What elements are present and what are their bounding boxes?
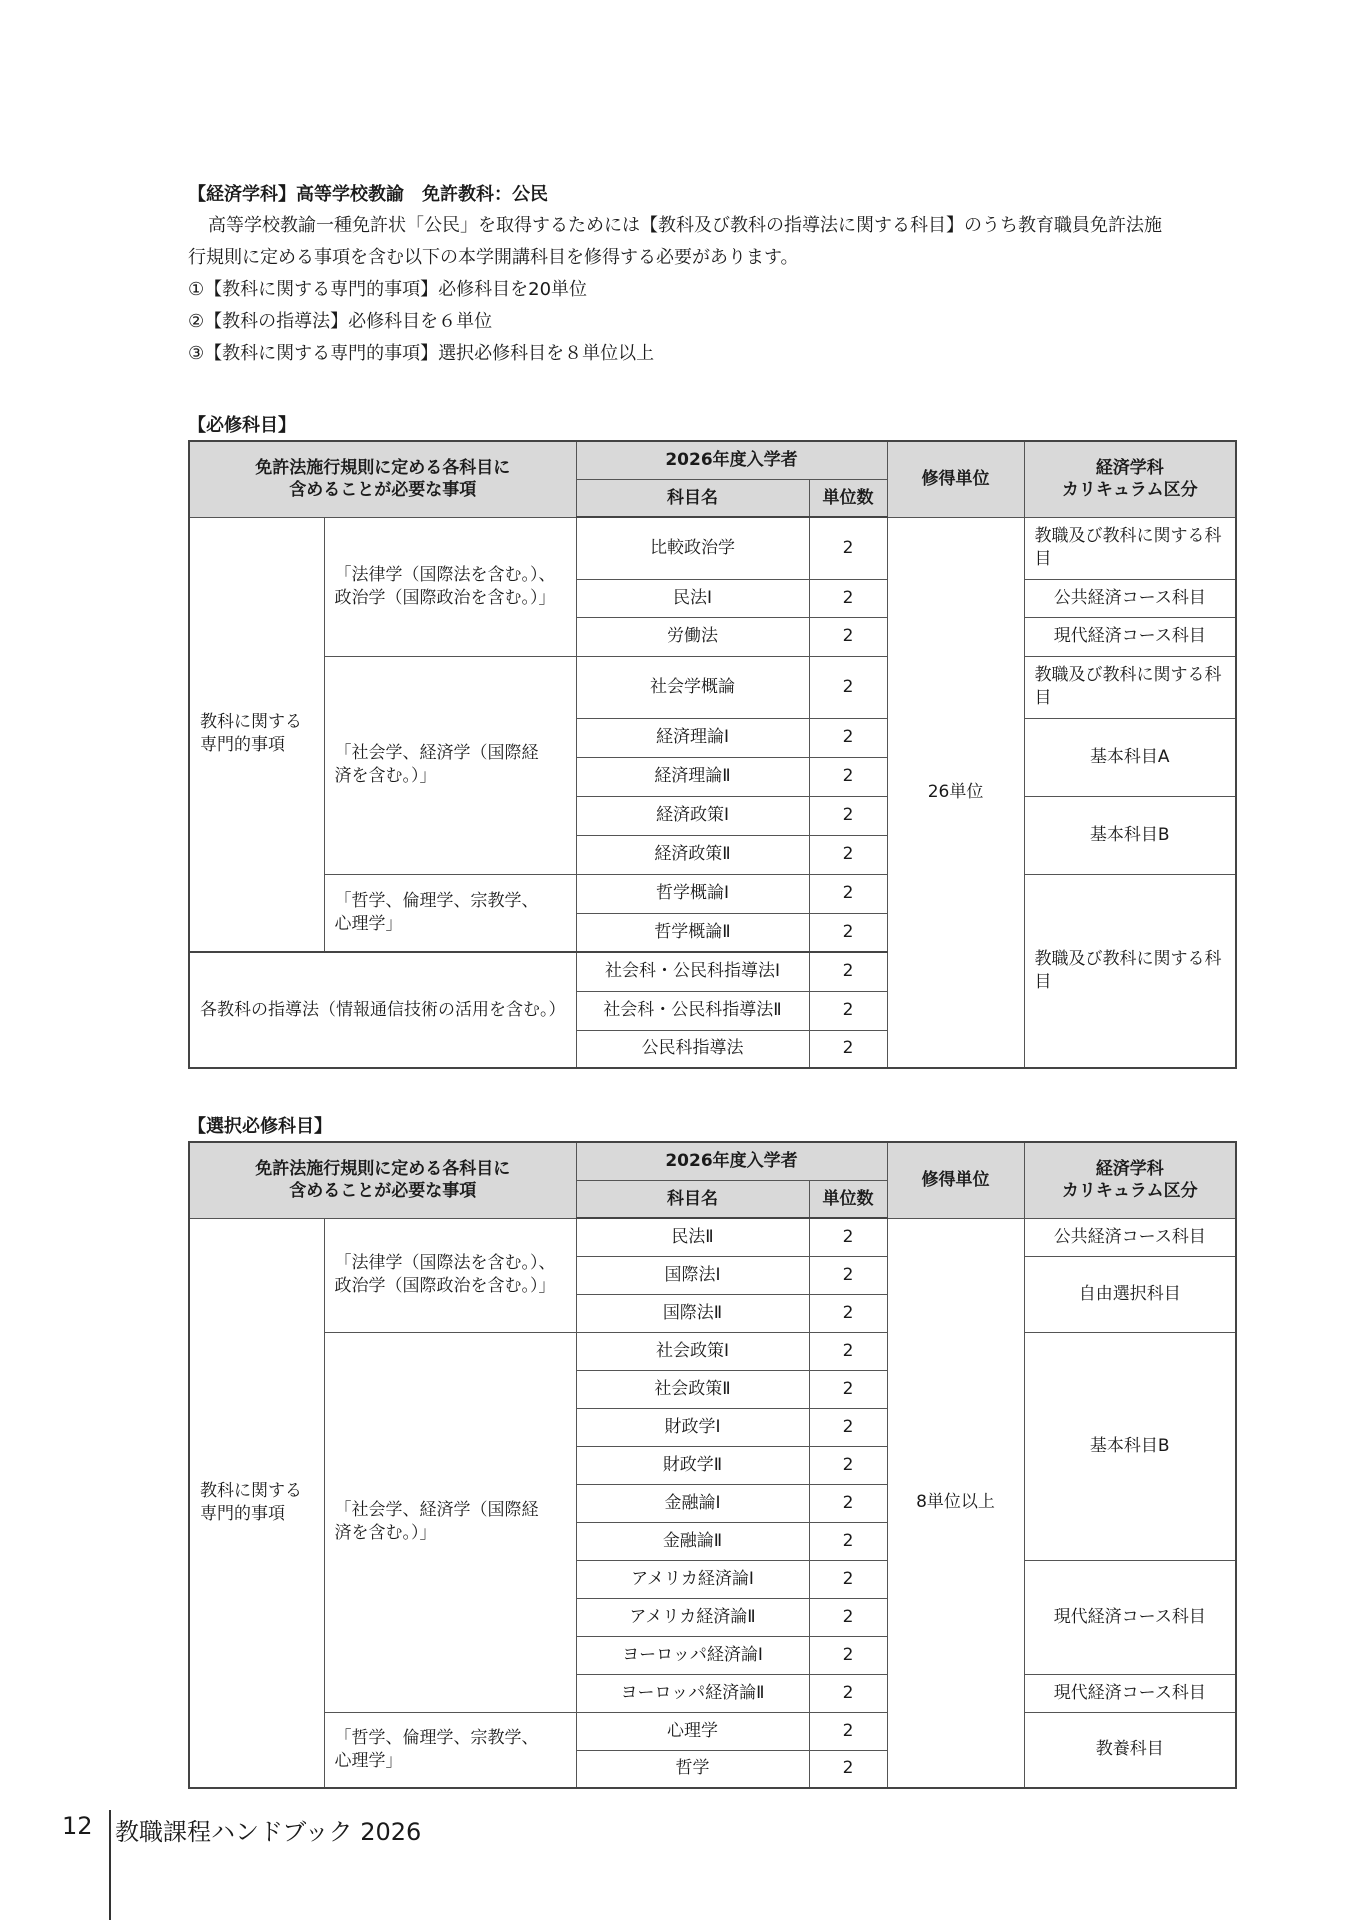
group-sociology-economics: 「社会学、経済学（国際経 済を含む。）」 bbox=[324, 1332, 576, 1712]
subject-units: 2 bbox=[809, 913, 887, 952]
subject-name: アメリカ経済論Ⅱ bbox=[576, 1598, 809, 1636]
subject-name: 哲学 bbox=[576, 1750, 809, 1788]
header-subject: 科目名 bbox=[576, 479, 809, 517]
subject-name: 社会科・公民科指導法Ⅰ bbox=[576, 952, 809, 991]
curriculum-category: 公共経済コース科目 bbox=[1024, 579, 1236, 617]
header-curriculum: 経済学科 カリキュラム区分 bbox=[1024, 441, 1236, 517]
subject-units: 2 bbox=[809, 718, 887, 757]
subject-name: 財政学Ⅰ bbox=[576, 1408, 809, 1446]
page-footer bbox=[62, 1812, 421, 1847]
subject-name: アメリカ経済論Ⅰ bbox=[576, 1560, 809, 1598]
subject-units: 2 bbox=[809, 1598, 887, 1636]
subject-units: 2 bbox=[809, 1256, 887, 1294]
subject-units: 2 bbox=[809, 757, 887, 796]
subject-name: 比較政治学 bbox=[576, 517, 809, 579]
subject-units: 2 bbox=[809, 1560, 887, 1598]
subject-units: 2 bbox=[809, 1408, 887, 1446]
subject-units: 2 bbox=[809, 517, 887, 579]
header-units: 単位数 bbox=[809, 1180, 887, 1218]
subject-units: 2 bbox=[809, 796, 887, 835]
header-curriculum: 経済学科 カリキュラム区分 bbox=[1024, 1142, 1236, 1218]
subject-units: 2 bbox=[809, 1484, 887, 1522]
curriculum-category: 現代経済コース科目 bbox=[1024, 617, 1236, 656]
subject-units: 2 bbox=[809, 1712, 887, 1750]
area-subject-expertise: 教科に関する 専門的事項 bbox=[189, 517, 324, 952]
subject-name: 社会政策Ⅰ bbox=[576, 1332, 809, 1370]
curriculum-category: 教職及び教科に関する科目 bbox=[1024, 874, 1236, 1068]
curriculum-category: 教養科目 bbox=[1024, 1712, 1236, 1788]
subject-name: 社会科・公民科指導法Ⅱ bbox=[576, 991, 809, 1030]
subject-name: ヨーロッパ経済論Ⅱ bbox=[576, 1674, 809, 1712]
curriculum-category: 公共経済コース科目 bbox=[1024, 1218, 1236, 1256]
subject-units: 2 bbox=[809, 1674, 887, 1712]
subject-units: 2 bbox=[809, 1370, 887, 1408]
required-section-label: 【必修科目】 bbox=[188, 415, 296, 436]
subject-units: 2 bbox=[809, 579, 887, 617]
earned-units: 8単位以上 bbox=[887, 1218, 1024, 1788]
group-philosophy: 「哲学、倫理学、宗教学、 心理学」 bbox=[324, 1712, 576, 1788]
subject-name: 経済政策Ⅱ bbox=[576, 835, 809, 874]
footer-divider bbox=[109, 1810, 111, 1920]
header-units: 単位数 bbox=[809, 479, 887, 517]
header-requirement: 免許法施行規則に定める各科目に 含めることが必要な事項 bbox=[189, 1142, 576, 1218]
subject-units: 2 bbox=[809, 1294, 887, 1332]
subject-units: 2 bbox=[809, 1446, 887, 1484]
curriculum-category: 現代経済コース科目 bbox=[1024, 1560, 1236, 1674]
earned-units: 26単位 bbox=[887, 517, 1024, 1068]
header-earned-units: 修得単位 bbox=[887, 441, 1024, 517]
subject-units: 2 bbox=[809, 952, 887, 991]
curriculum-category: 基本科目A bbox=[1024, 718, 1236, 796]
subject-units: 2 bbox=[809, 874, 887, 913]
requirement-2: ②【教科の指導法】必修科目を６単位 bbox=[188, 311, 493, 332]
group-law-politics: 「法律学（国際法を含む。）、 政治学（国際政治を含む。）」 bbox=[324, 517, 576, 656]
curriculum-category: 基本科目B bbox=[1024, 796, 1236, 874]
area-subject-expertise: 教科に関する 専門的事項 bbox=[189, 1218, 324, 1788]
subject-units: 2 bbox=[809, 617, 887, 656]
elective-courses-table bbox=[188, 1141, 1237, 1789]
group-law-politics: 「法律学（国際法を含む。）、 政治学（国際政治を含む。）」 bbox=[324, 1218, 576, 1332]
subject-units: 2 bbox=[809, 656, 887, 718]
subject-name: 経済理論Ⅱ bbox=[576, 757, 809, 796]
header-year: 2026年度入学者 bbox=[576, 441, 887, 479]
subject-name: 社会学概論 bbox=[576, 656, 809, 718]
intro-line-2: 行規則に定める事項を含む以下の本学開講科目を修得する必要があります。 bbox=[188, 247, 799, 268]
subject-name: 金融論Ⅰ bbox=[576, 1484, 809, 1522]
subject-name: 財政学Ⅱ bbox=[576, 1446, 809, 1484]
group-philosophy: 「哲学、倫理学、宗教学、 心理学」 bbox=[324, 874, 576, 952]
subject-name: 経済理論Ⅰ bbox=[576, 718, 809, 757]
subject-name: 公民科指導法 bbox=[576, 1030, 809, 1068]
curriculum-category: 基本科目B bbox=[1024, 1332, 1236, 1560]
subject-units: 2 bbox=[809, 1332, 887, 1370]
intro-line-1: 高等学校教諭一種免許状「公民」を取得するためには【教科及び教科の指導法に関する科目】のうち教育職員免許法施 bbox=[208, 215, 1162, 236]
subject-units: 2 bbox=[809, 1636, 887, 1674]
subject-name: 心理学 bbox=[576, 1712, 809, 1750]
intro-section bbox=[188, 180, 1238, 370]
subject-name: 労働法 bbox=[576, 617, 809, 656]
subject-name: 経済政策Ⅰ bbox=[576, 796, 809, 835]
curriculum-category: 教職及び教科に関する科目 bbox=[1024, 517, 1236, 579]
required-courses-table bbox=[188, 440, 1237, 1069]
subject-units: 2 bbox=[809, 1750, 887, 1788]
subject-name: 国際法Ⅱ bbox=[576, 1294, 809, 1332]
header-earned-units: 修得単位 bbox=[887, 1142, 1024, 1218]
subject-name: 金融論Ⅱ bbox=[576, 1522, 809, 1560]
curriculum-category: 教職及び教科に関する科目 bbox=[1024, 656, 1236, 718]
subject-name: 民法Ⅱ bbox=[576, 1218, 809, 1256]
subject-units: 2 bbox=[809, 1218, 887, 1256]
elective-section-label: 【選択必修科目】 bbox=[188, 1116, 332, 1137]
subject-name: 哲学概論Ⅱ bbox=[576, 913, 809, 952]
section-title: 【経済学科】高等学校教諭 免許教科：公民 bbox=[188, 184, 548, 205]
area-teaching-method: 各教科の指導法（情報通信技術の活用を含む。） bbox=[189, 952, 576, 1068]
subject-name: ヨーロッパ経済論Ⅰ bbox=[576, 1636, 809, 1674]
subject-units: 2 bbox=[809, 1030, 887, 1068]
header-year: 2026年度入学者 bbox=[576, 1142, 887, 1180]
requirement-1: ①【教科に関する専門的事項】必修科目を20単位 bbox=[188, 279, 588, 300]
header-subject: 科目名 bbox=[576, 1180, 809, 1218]
subject-units: 2 bbox=[809, 991, 887, 1030]
subject-units: 2 bbox=[809, 835, 887, 874]
header-requirement: 免許法施行規則に定める各科目に 含めることが必要な事項 bbox=[189, 441, 576, 517]
subject-name: 民法Ⅰ bbox=[576, 579, 809, 617]
subject-name: 社会政策Ⅱ bbox=[576, 1370, 809, 1408]
book-title: 教職課程ハンドブック 2026 bbox=[115, 1818, 422, 1846]
curriculum-category: 現代経済コース科目 bbox=[1024, 1674, 1236, 1712]
subject-name: 哲学概論Ⅰ bbox=[576, 874, 809, 913]
subject-units: 2 bbox=[809, 1522, 887, 1560]
page-number: 12 bbox=[62, 1812, 93, 1840]
subject-name: 国際法Ⅰ bbox=[576, 1256, 809, 1294]
group-sociology-economics: 「社会学、経済学（国際経 済を含む。）」 bbox=[324, 656, 576, 874]
curriculum-category: 自由選択科目 bbox=[1024, 1256, 1236, 1332]
requirement-3: ③【教科に関する専門的事項】選択必修科目を８単位以上 bbox=[188, 343, 655, 364]
